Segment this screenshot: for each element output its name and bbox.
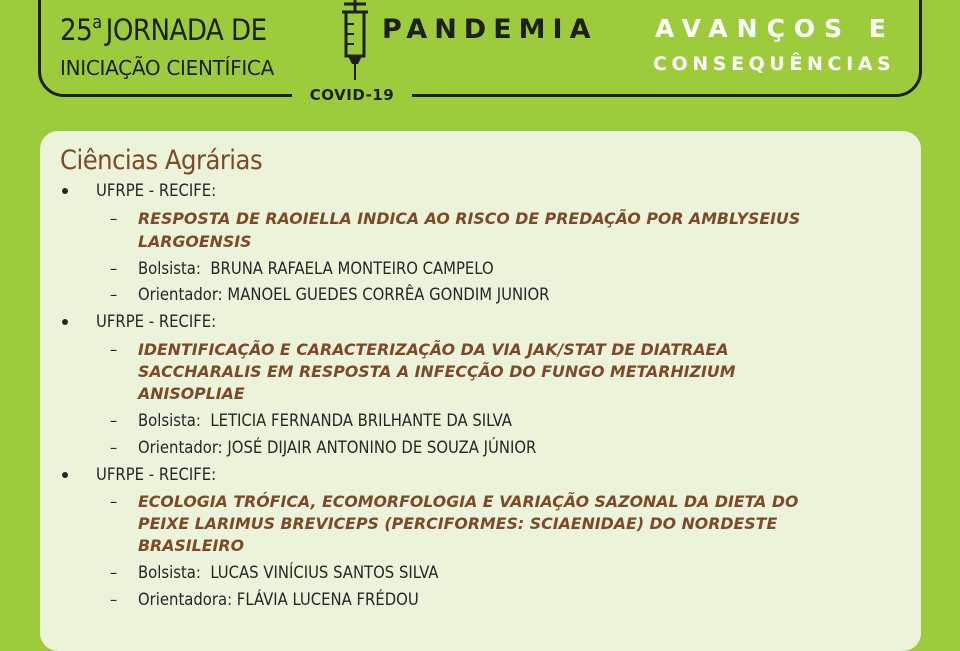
dash-icon: – <box>110 492 118 511</box>
covid-tag-text: COVID-19 <box>309 86 395 104</box>
entry-title-line: LARGOENSIS <box>138 232 252 251</box>
edition-ordinal: a <box>92 12 102 33</box>
entry-student <box>138 258 494 280</box>
student-label: Bolsista: <box>138 259 201 278</box>
entry-institution: UFRPE - RECIFE: <box>96 465 217 484</box>
theme-line-2: AVANÇOS E <box>655 14 895 43</box>
entry-title-line: SACCHARALIS EM RESPOSTA A INFECÇÃO DO FUNGO METARHIZIUM <box>138 362 736 381</box>
theme-title: PANDEMIA <box>382 14 598 45</box>
entry-advisor <box>138 589 419 611</box>
dash-icon: – <box>110 590 118 609</box>
area-title: Ciências Agrárias <box>60 145 263 176</box>
entry-student <box>138 410 512 432</box>
bullet-icon <box>62 472 68 478</box>
dash-icon: – <box>110 259 118 278</box>
entry-title-line: ECOLOGIA TRÓFICA, ECOMORFOLOGIA E VARIAÇÃO SAZONAL DA DIETA DO <box>138 492 799 511</box>
bullet-icon <box>62 188 68 194</box>
entry-advisor <box>138 284 549 306</box>
edition-text: JORNADA DE <box>105 13 267 47</box>
entry-institution: UFRPE - RECIFE: <box>96 181 217 200</box>
entry-title-line: PEIXE LARIMUS BREVICEPS (PERCIFORMES: SCIAENIDAE) DO NORDESTE <box>138 514 778 533</box>
event-subtitle: INICIAÇÃO CIENTÍFICA <box>60 56 274 80</box>
entry-title-line: ANISOPLIAE <box>138 384 245 403</box>
dash-icon: – <box>110 438 118 457</box>
dash-icon: – <box>110 209 118 228</box>
advisor-label: Orientador: <box>138 438 223 457</box>
entry-title-line: BRASILEIRO <box>138 536 245 555</box>
student-label: Bolsista: <box>138 411 201 430</box>
dash-icon: – <box>110 563 118 582</box>
advisor-name: JOSÉ DIJAIR ANTONINO DE SOUZA JÚNIOR <box>227 438 537 457</box>
dash-icon: – <box>110 340 118 359</box>
dash-icon: – <box>110 285 118 304</box>
entry-advisor <box>138 437 536 459</box>
student-name: LUCAS VINÍCIUS SANTOS SILVA <box>210 563 439 582</box>
advisor-label: Orientador: <box>138 285 223 304</box>
edition-number: 25 <box>60 13 93 47</box>
student-name: BRUNA RAFAELA MONTEIRO CAMPELO <box>210 259 494 278</box>
student-label: Bolsista: <box>138 563 201 582</box>
entry-title-line: IDENTIFICAÇÃO E CARACTERIZAÇÃO DA VIA JAK/STAT DE DIATRAEA <box>138 340 729 359</box>
advisor-label: Orientadora: <box>138 590 233 609</box>
student-name: LETICIA FERNANDA BRILHANTE DA SILVA <box>210 411 512 430</box>
bullet-icon <box>62 319 68 325</box>
theme-line-3: CONSEQUÊNCIAS <box>653 53 896 75</box>
entry-institution: UFRPE - RECIFE: <box>96 312 217 331</box>
advisor-name: MANOEL GUEDES CORRÊA GONDIM JUNIOR <box>227 285 550 304</box>
entry-student <box>138 562 438 584</box>
entry-title-line: RESPOSTA DE RAOIELLA INDICA AO RISCO DE PREDAÇÃO POR AMBLYSEIUS <box>138 209 801 228</box>
advisor-name: FLÁVIA LUCENA FRÉDOU <box>236 590 419 609</box>
dash-icon: – <box>110 411 118 430</box>
